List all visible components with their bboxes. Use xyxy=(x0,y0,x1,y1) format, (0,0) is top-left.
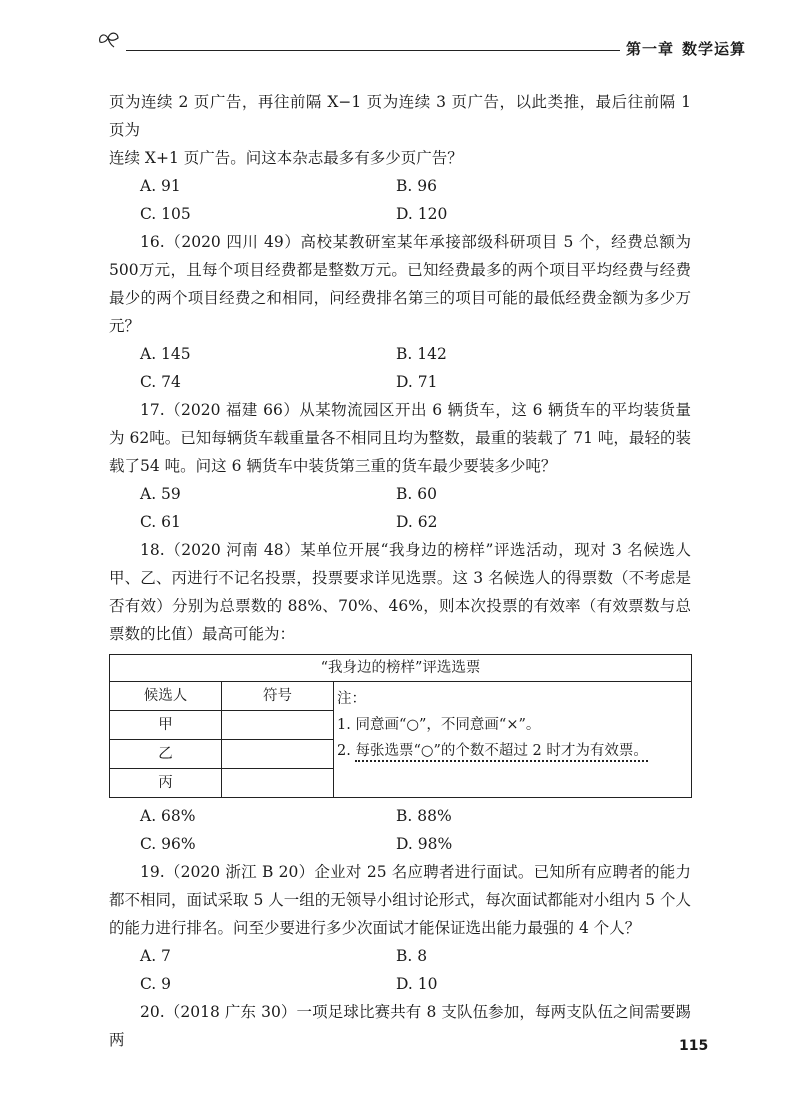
question-15-options-row-1 xyxy=(109,172,691,200)
option-b: B. 60 xyxy=(396,485,437,503)
question-20-text xyxy=(109,998,691,1054)
question-16-line-2: 万元，且每个项目经费都是整数万元。已知经费最多的两个项目平均经费与经费最少 xyxy=(109,261,691,307)
chapter-label: 第一章 xyxy=(626,40,675,58)
question-18-line-1: 18.（2020 河南 48）某单位开展“我身边的榜样”评选活动，现对 3 名候选人甲、 xyxy=(109,541,691,587)
candidate-yi: 乙 xyxy=(110,740,221,769)
question-16-text xyxy=(109,228,691,340)
leaf-ornament-icon xyxy=(96,28,124,48)
option-a: A. 7 xyxy=(140,947,171,965)
ballot-table xyxy=(109,654,692,798)
question-18-options-row-2 xyxy=(109,830,691,858)
question-18-text xyxy=(109,536,691,648)
question-18-line-4: 比值）最高可能为： xyxy=(155,625,296,643)
option-a: A. 68% xyxy=(140,807,196,825)
option-b: B. 88% xyxy=(396,807,452,825)
question-18-line-3: 效）分别为总票数的 88%、70%、46%，则本次投票的有效率（有效票数与总票数的 xyxy=(109,597,691,643)
option-d: D. 71 xyxy=(396,373,438,391)
option-d: D. 98% xyxy=(396,835,453,853)
option-c: C. 74 xyxy=(140,373,181,391)
question-17-options-row-2 xyxy=(109,508,691,536)
option-c: C. 61 xyxy=(140,513,181,531)
note-2-emphasis: 每张选票“○”的个数不超过 2 时才为有效票。 xyxy=(355,743,647,762)
note-label: 注： xyxy=(337,691,366,707)
option-b: B. 8 xyxy=(396,947,428,965)
option-a: A. 59 xyxy=(140,485,181,503)
question-20-line-1: 20.（2018 广东 30）一项足球比赛共有 8 支队伍参加，每两支队伍之间需要踢两 xyxy=(109,1003,691,1049)
option-d: D. 10 xyxy=(396,975,438,993)
question-19-line-3: 力进行排名。问至少要进行多少次面试才能保证选出能力最强的 4 个人？ xyxy=(140,919,641,937)
option-a: A. 145 xyxy=(140,345,191,363)
question-19-line-1: 19.（2020 浙江 B 20）企业对 25 名应聘者进行面试。已知所有应聘者的能力都不 xyxy=(109,863,691,909)
note-1: 1. 同意画“○”，不同意画“×”。 xyxy=(337,717,541,733)
symbol-column xyxy=(222,682,334,797)
option-c: C. 96% xyxy=(140,835,196,853)
question-17-line-2: 吨。已知每辆货车载重量各不相同且均为整数，最重的装载了 71 吨，最轻的装载了 xyxy=(109,429,691,475)
candidate-bing: 丙 xyxy=(158,775,173,791)
question-17-line-1: 17.（2020 福建 66）从某物流园区开出 6 辆货车，这 6 辆货车的平均装货量为 62 xyxy=(109,401,691,447)
question-18-line-2: 乙、丙进行不记名投票，投票要求详见选票。这 3 名候选人的得票数（不考虑是否有 xyxy=(109,569,691,615)
candidate-jia: 甲 xyxy=(110,711,221,740)
option-b: B. 96 xyxy=(396,177,437,195)
symbol-cell-jia xyxy=(222,711,333,740)
question-16-options-row-2 xyxy=(109,368,691,396)
question-17-text xyxy=(109,396,691,480)
question-19-text xyxy=(109,858,691,942)
question-19-options-row-2 xyxy=(109,970,691,998)
note-2-prefix: 2. xyxy=(337,743,356,759)
ballot-body xyxy=(110,682,691,797)
ballot-notes xyxy=(334,682,691,797)
page-content xyxy=(109,88,691,1054)
option-b: B. 142 xyxy=(396,345,447,363)
option-c: C. 9 xyxy=(140,975,172,993)
chapter-heading xyxy=(626,38,746,59)
page-number: 115 xyxy=(679,1038,709,1054)
option-d: D. 62 xyxy=(396,513,438,531)
question-16-options-row-1 xyxy=(109,340,691,368)
question-17-line-3: 54 吨。问这 6 辆货车中装货第三重的货车最少要装多少吨？ xyxy=(140,457,557,475)
symbol-header: 符号 xyxy=(222,682,333,711)
option-c: C. 105 xyxy=(140,205,191,223)
candidate-column xyxy=(110,682,222,797)
option-d: D. 120 xyxy=(396,205,448,223)
question-18-options-row-1 xyxy=(109,802,691,830)
option-a: A. 91 xyxy=(140,177,181,195)
question-15-continuation-line-2: 连续 X+1 页广告。问这本杂志最多有多少页广告？ xyxy=(109,149,463,167)
running-header xyxy=(96,22,747,62)
question-19-options-row-1 xyxy=(109,942,691,970)
question-16-line-1: 16.（2020 四川 49）高校某教研室某年承接部级科研项目 5 个，经费总额为 500 xyxy=(109,233,691,279)
chapter-title: 数学运算 xyxy=(682,40,747,58)
symbol-cell-yi xyxy=(222,740,333,769)
question-19-line-2: 相同，面试采取 5 人一组的无领导小组讨论形式，每次面试都能对小组内 5 个人的能 xyxy=(109,891,691,937)
question-17-options-row-1 xyxy=(109,480,691,508)
ballot-title: “我身边的榜样”评选选票 xyxy=(110,655,691,682)
question-15-options-row-2 xyxy=(109,200,691,228)
header-rule xyxy=(126,50,620,51)
candidate-header: 候选人 xyxy=(110,682,221,711)
question-15-continuation-line-1: 页为连续 2 页广告，再往前隔 X−1 页为连续 3 页广告，以此类推，最后往前隔 1 页为 xyxy=(109,93,691,139)
symbol-cell-bing xyxy=(222,769,333,797)
note-2 xyxy=(337,738,691,764)
question-16-line-3: 的两个项目经费之和相同，问经费排名第三的项目可能的最低经费金额为多少万元？ xyxy=(109,289,691,335)
